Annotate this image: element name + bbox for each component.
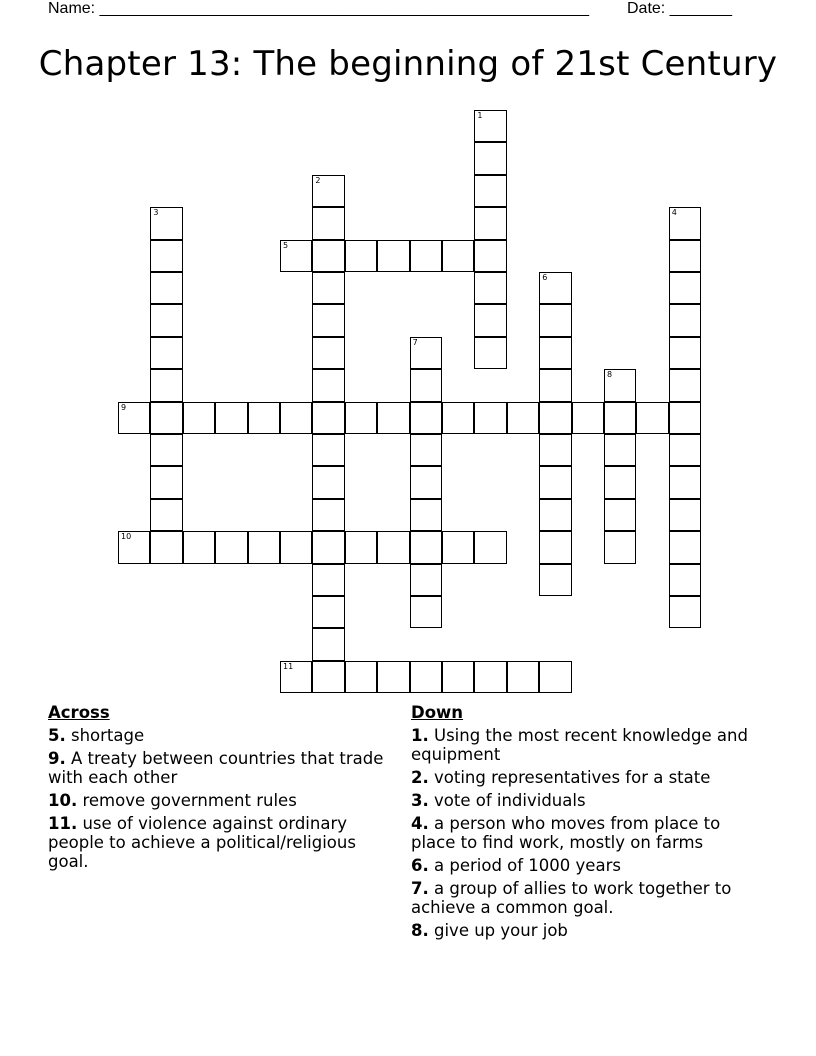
- grid-cell[interactable]: [669, 369, 701, 401]
- grid-cell[interactable]: [345, 402, 377, 434]
- grid-cell[interactable]: [669, 240, 701, 272]
- grid-cell[interactable]: [150, 207, 182, 239]
- grid-cell[interactable]: [312, 175, 344, 207]
- clue-text: give up your job: [428, 921, 568, 940]
- clue-number: 10.: [48, 791, 78, 810]
- cell-number: 4: [671, 208, 677, 218]
- grid-cell[interactable]: [410, 596, 442, 628]
- grid-cell[interactable]: [474, 240, 506, 272]
- grid-cell[interactable]: [377, 240, 409, 272]
- grid-cell[interactable]: [312, 564, 344, 596]
- clue-text: a period of 1000 years: [428, 856, 621, 875]
- grid-cell[interactable]: [442, 402, 474, 434]
- across-clue: [48, 749, 398, 787]
- grid-cell[interactable]: [377, 531, 409, 563]
- grid-cell[interactable]: [507, 661, 539, 693]
- cell-number: 3: [153, 208, 159, 218]
- clue-text: remove government rules: [77, 791, 297, 810]
- grid-cell[interactable]: [312, 596, 344, 628]
- grid-cell[interactable]: [604, 466, 636, 498]
- clue-number: 7.: [411, 879, 429, 898]
- cell-number: 2: [315, 175, 321, 185]
- across-clue-list: [48, 726, 398, 871]
- grid-cell[interactable]: [474, 272, 506, 304]
- grid-cell[interactable]: [312, 661, 344, 693]
- grid-cell[interactable]: [345, 531, 377, 563]
- clue-number: 9.: [48, 749, 66, 768]
- clue-text: shortage: [65, 726, 145, 745]
- grid-cell[interactable]: [539, 304, 571, 336]
- grid-cell[interactable]: [280, 240, 312, 272]
- grid-cell[interactable]: [248, 531, 280, 563]
- grid-cell[interactable]: [312, 466, 344, 498]
- clue-number: 4.: [411, 814, 429, 833]
- down-clue: [411, 921, 751, 940]
- grid-cell[interactable]: [474, 304, 506, 336]
- grid-cell[interactable]: [669, 272, 701, 304]
- grid-cell[interactable]: [669, 207, 701, 239]
- grid-cell[interactable]: [183, 402, 215, 434]
- down-clue: [411, 879, 751, 917]
- grid-cell[interactable]: [118, 531, 150, 563]
- grid-cell[interactable]: [215, 531, 247, 563]
- clue-text: a person who moves from place to place to find work, mostly on farms: [411, 814, 721, 852]
- grid-cell[interactable]: [474, 207, 506, 239]
- grid-cell[interactable]: [474, 402, 506, 434]
- page-title: Chapter 13: The beginning of 21st Century: [38, 44, 778, 84]
- down-clue: [411, 791, 751, 810]
- cell-number: 10: [121, 532, 132, 542]
- grid-cell[interactable]: [312, 337, 344, 369]
- down-clue: [411, 814, 751, 852]
- grid-cell[interactable]: [410, 369, 442, 401]
- name-field[interactable]: Name: _______________________________________________________: [48, 0, 589, 17]
- grid-cell[interactable]: [539, 369, 571, 401]
- grid-cell[interactable]: [539, 272, 571, 304]
- clue-number: 8.: [411, 921, 429, 940]
- cell-number: 8: [607, 370, 613, 380]
- across-clue: [48, 791, 398, 810]
- grid-cell[interactable]: [280, 661, 312, 693]
- grid-cell[interactable]: [410, 240, 442, 272]
- grid-cell[interactable]: [539, 337, 571, 369]
- clue-text: voting representatives for a state: [428, 768, 711, 787]
- down-clue-list: [411, 726, 751, 940]
- grid-cell[interactable]: [215, 402, 247, 434]
- grid-cell[interactable]: [150, 531, 182, 563]
- down-clue: [411, 768, 751, 787]
- grid-cell[interactable]: [312, 434, 344, 466]
- across-clue: [48, 726, 398, 745]
- cell-number: 11: [283, 661, 294, 671]
- grid-cell[interactable]: [377, 661, 409, 693]
- grid-cell[interactable]: [150, 240, 182, 272]
- grid-cell[interactable]: [539, 434, 571, 466]
- grid-cell[interactable]: [410, 434, 442, 466]
- grid-cell[interactable]: [248, 402, 280, 434]
- grid-cell[interactable]: [150, 272, 182, 304]
- grid-cell[interactable]: [312, 369, 344, 401]
- grid-cell[interactable]: [604, 531, 636, 563]
- grid-cell[interactable]: [312, 499, 344, 531]
- grid-cell[interactable]: [539, 499, 571, 531]
- grid-cell[interactable]: [377, 402, 409, 434]
- down-clue: [411, 726, 751, 764]
- clue-text: vote of individuals: [428, 791, 586, 810]
- clue-number: 11.: [48, 814, 78, 833]
- grid-cell[interactable]: [312, 402, 344, 434]
- grid-cell[interactable]: [539, 402, 571, 434]
- grid-cell[interactable]: [604, 402, 636, 434]
- cell-number: 7: [412, 337, 418, 347]
- cell-number: 9: [121, 402, 127, 412]
- grid-cell[interactable]: [150, 499, 182, 531]
- cell-number: 1: [477, 111, 483, 120]
- clue-number: 2.: [411, 768, 429, 787]
- grid-cell[interactable]: [312, 207, 344, 239]
- grid-cell[interactable]: [539, 531, 571, 563]
- grid-cell[interactable]: [442, 661, 474, 693]
- across-heading: Across: [48, 703, 110, 722]
- clue-text: a group of allies to work together to achieve a common goal.: [411, 879, 732, 917]
- grid-cell[interactable]: [150, 466, 182, 498]
- clue-text: Using the most recent knowledge and equipment: [411, 726, 748, 764]
- clue-number: 3.: [411, 791, 429, 810]
- grid-cell[interactable]: [150, 304, 182, 336]
- grid-cell[interactable]: [669, 337, 701, 369]
- grid-cell[interactable]: [669, 596, 701, 628]
- clue-number: 6.: [411, 856, 429, 875]
- grid-cell[interactable]: [410, 402, 442, 434]
- grid-cell[interactable]: [636, 402, 668, 434]
- grid-cell[interactable]: [150, 402, 182, 434]
- grid-cell[interactable]: [410, 564, 442, 596]
- grid-cell[interactable]: [150, 434, 182, 466]
- grid-cell[interactable]: [474, 110, 506, 142]
- grid-cell[interactable]: [410, 531, 442, 563]
- grid-cell[interactable]: [669, 531, 701, 563]
- grid-cell[interactable]: [539, 466, 571, 498]
- grid-cell[interactable]: [474, 661, 506, 693]
- clue-number: 1.: [411, 726, 429, 745]
- grid-cell[interactable]: [410, 499, 442, 531]
- clue-text: A treaty between countries that trade with each other: [48, 749, 384, 787]
- grid-cell[interactable]: [312, 272, 344, 304]
- grid-cell[interactable]: [474, 175, 506, 207]
- grid-cell[interactable]: [312, 628, 344, 660]
- grid-cell[interactable]: [312, 304, 344, 336]
- grid-cell[interactable]: [345, 240, 377, 272]
- grid-cell[interactable]: [410, 337, 442, 369]
- grid-cell[interactable]: [669, 434, 701, 466]
- grid-cell[interactable]: [280, 531, 312, 563]
- grid-cell[interactable]: [604, 369, 636, 401]
- grid-cell[interactable]: [410, 661, 442, 693]
- cell-number: 5: [283, 240, 289, 250]
- grid-cell[interactable]: [345, 661, 377, 693]
- clue-number: 5.: [48, 726, 66, 745]
- grid-cell[interactable]: [442, 240, 474, 272]
- grid-cell[interactable]: [669, 564, 701, 596]
- grid-cell[interactable]: [118, 402, 150, 434]
- grid-cell[interactable]: [474, 337, 506, 369]
- grid-cell[interactable]: [669, 499, 701, 531]
- grid-cell[interactable]: [669, 466, 701, 498]
- down-clue: [411, 856, 751, 875]
- grid-cell[interactable]: [442, 531, 474, 563]
- grid-cell[interactable]: [312, 531, 344, 563]
- grid-cell[interactable]: [507, 402, 539, 434]
- grid-cell[interactable]: [539, 661, 571, 693]
- clue-text: use of violence against ordinary people to achieve a political/religious goal.: [48, 814, 356, 871]
- across-clues: [48, 703, 398, 875]
- cell-number: 6: [542, 273, 548, 282]
- grid-cell[interactable]: [669, 402, 701, 434]
- grid-cell[interactable]: [604, 499, 636, 531]
- grid-cell[interactable]: [474, 531, 506, 563]
- grid-cell[interactable]: [150, 337, 182, 369]
- grid-cell[interactable]: [410, 466, 442, 498]
- grid-cell[interactable]: [669, 304, 701, 336]
- grid-cell[interactable]: [312, 240, 344, 272]
- down-clues: [411, 703, 751, 944]
- date-field[interactable]: Date: _______: [627, 0, 732, 17]
- down-heading: Down: [411, 703, 464, 722]
- grid-cell[interactable]: [539, 564, 571, 596]
- across-clue: [48, 814, 398, 871]
- grid-cell[interactable]: [280, 402, 312, 434]
- grid-cell[interactable]: [183, 531, 215, 563]
- grid-cell[interactable]: [604, 434, 636, 466]
- grid-cell[interactable]: [572, 402, 604, 434]
- grid-cell[interactable]: [150, 369, 182, 401]
- grid-cell[interactable]: [474, 142, 506, 174]
